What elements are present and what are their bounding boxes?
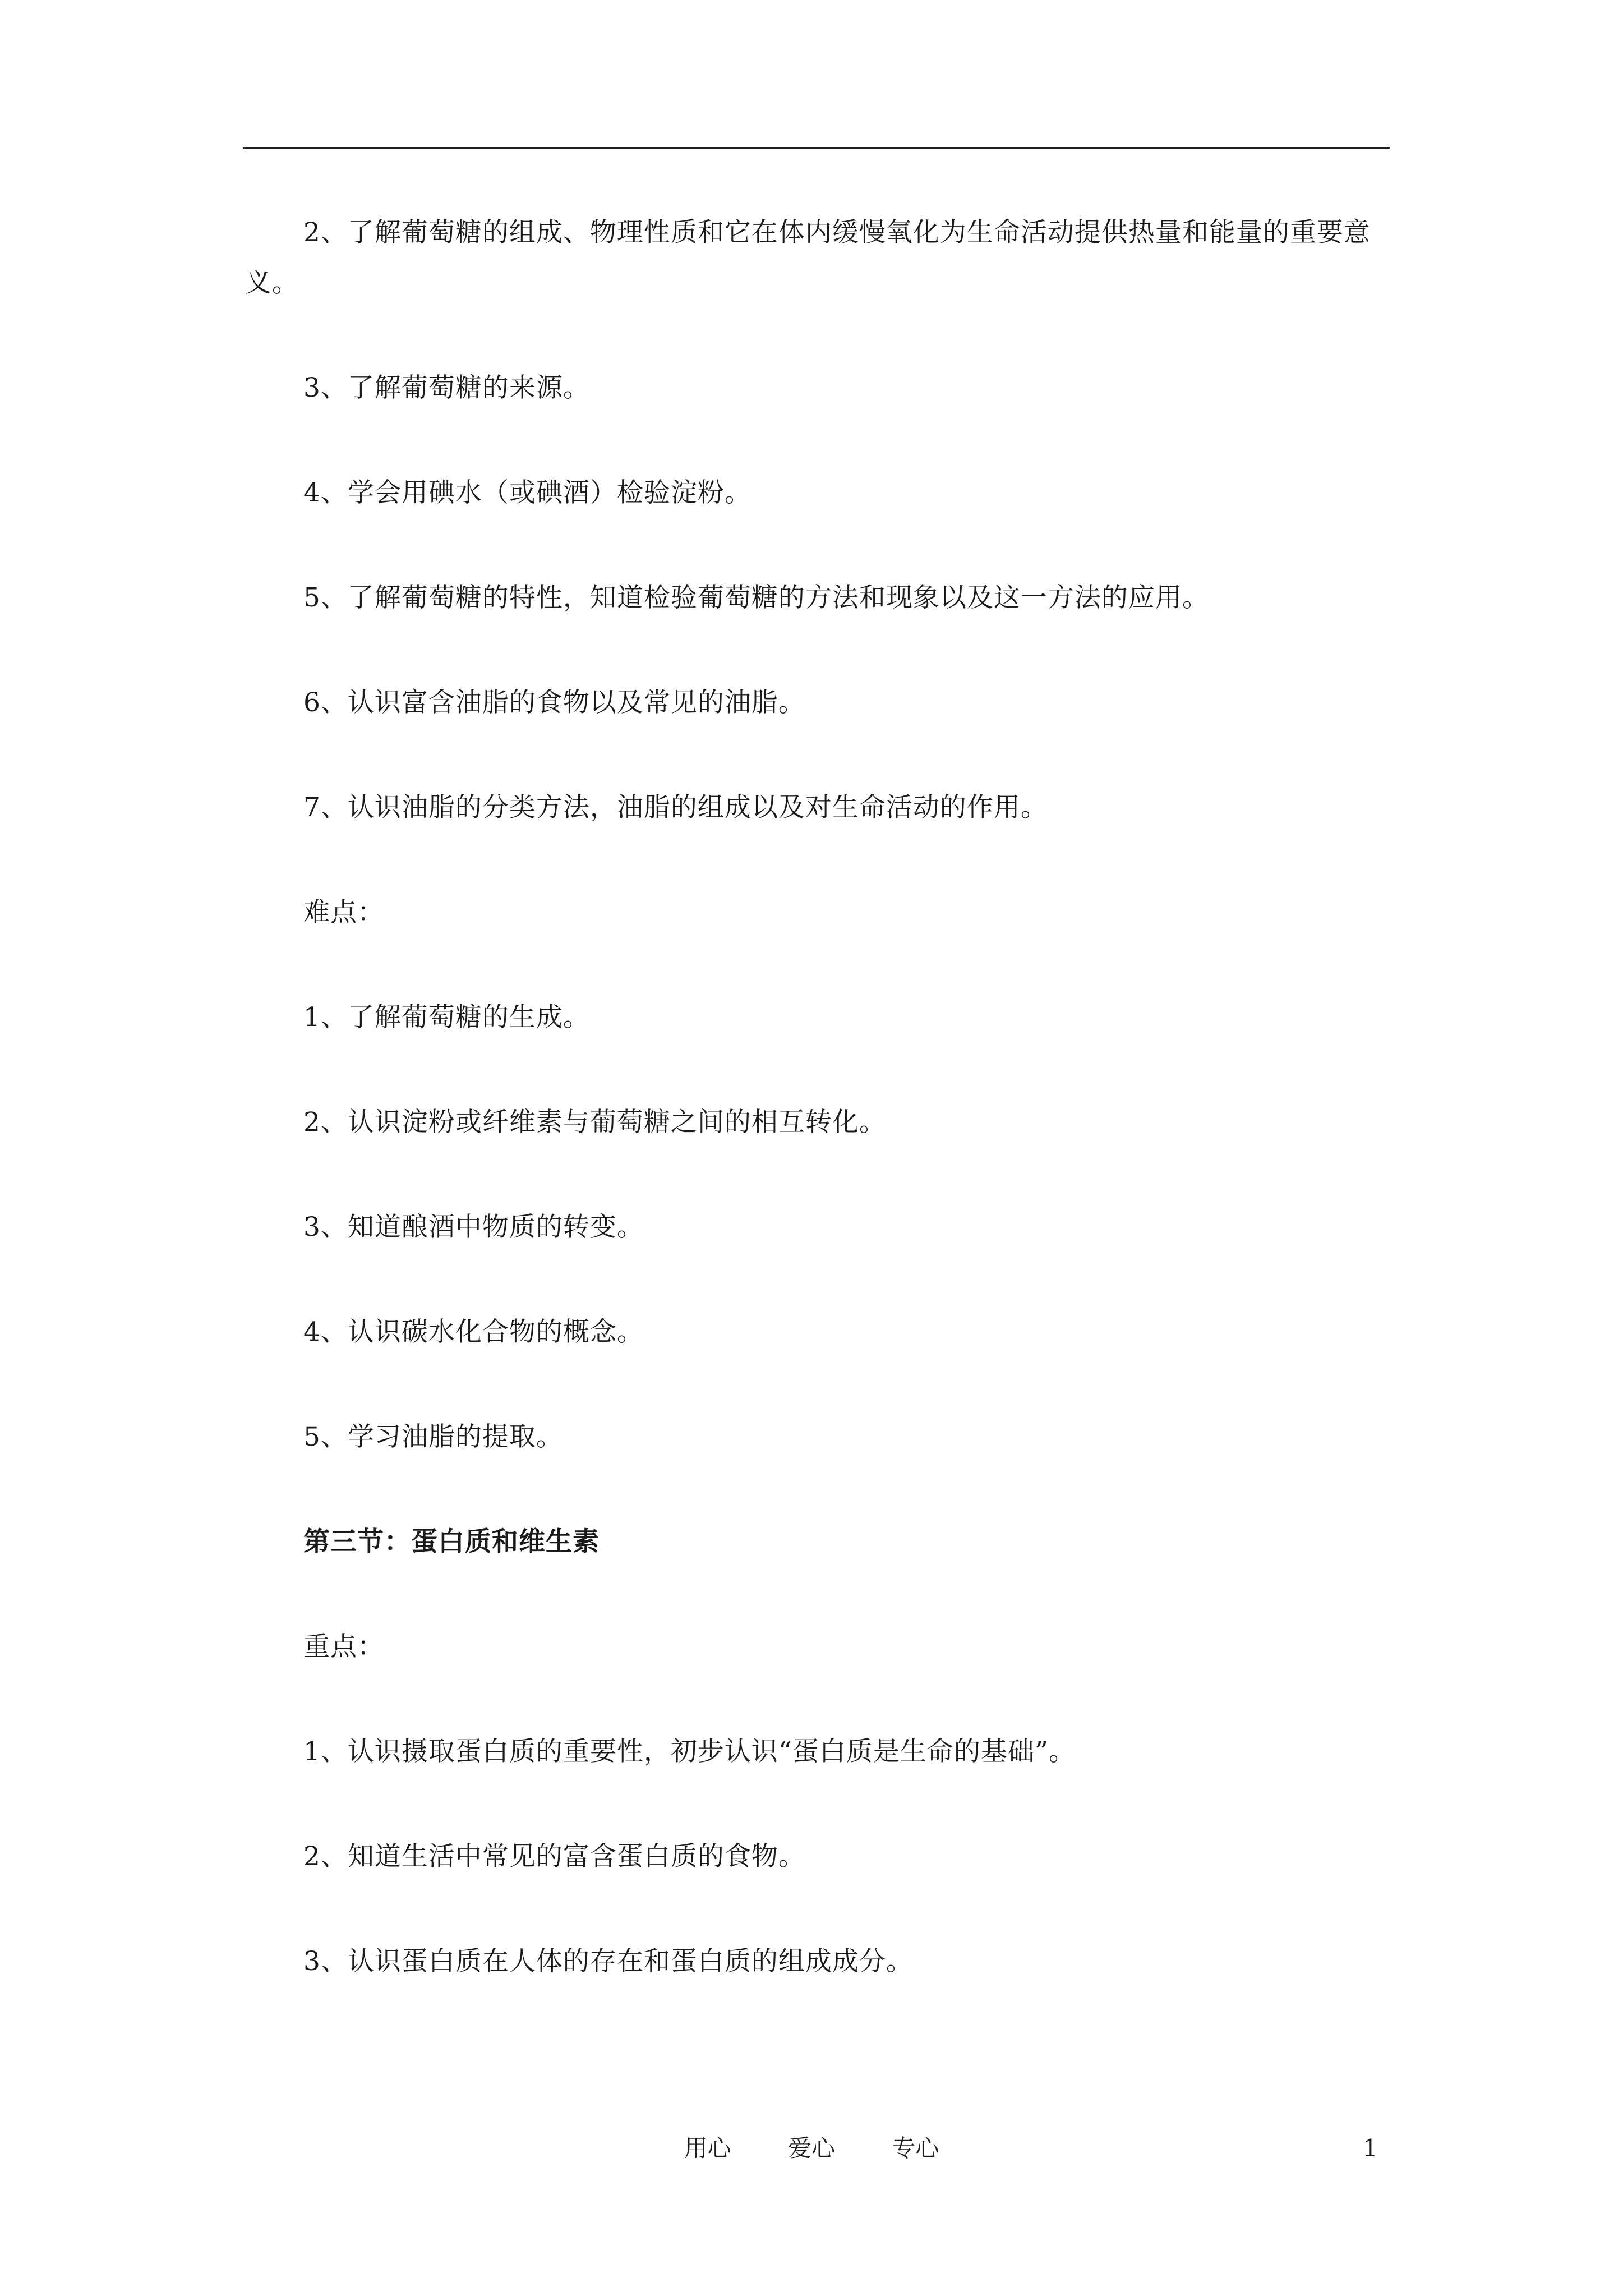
- footer-motto: 用心: [684, 2134, 731, 2162]
- footer-motto: 专心: [892, 2134, 939, 2162]
- paragraph: 3、认识蛋白质在人体的存在和蛋白质的组成成分。: [303, 1946, 913, 1977]
- paragraph: 2、认识淀粉或纤维素与葡萄糖之间的相互转化。: [303, 1107, 886, 1138]
- paragraph: 5、了解葡萄糖的特性，知道检验葡萄糖的方法和现象以及这一方法的应用。: [303, 582, 1209, 613]
- paragraph: 1、认识摄取蛋白质的重要性，初步认识“蛋白质是生命的基础”。: [303, 1736, 1076, 1767]
- paragraph: 7、认识油脂的分类方法，油脂的组成以及对生命活动的作用。: [303, 792, 1048, 823]
- paragraph: 3、知道酿酒中物质的转变。: [303, 1212, 644, 1243]
- page-number: 1: [1363, 2134, 1378, 2162]
- section-label: 难点：: [303, 897, 384, 928]
- paragraph: 2、知道生活中常见的富含蛋白质的食物。: [303, 1841, 805, 1872]
- paragraph: 2、了解葡萄糖的组成、物理性质和它在体内缓慢氧化为生命活动提供热量和能量的重要意义。: [245, 217, 1371, 298]
- header-rule: [243, 147, 1390, 149]
- paragraph: 3、了解葡萄糖的来源。: [303, 372, 590, 403]
- section-heading: 第三节：蛋白质和维生素: [303, 1526, 600, 1557]
- paragraph: 6、认识富含油脂的食物以及常见的油脂。: [303, 687, 805, 718]
- footer-motto: 爱心: [787, 2134, 835, 2162]
- paragraph: 5、学习油脂的提取。: [303, 1421, 563, 1452]
- footer-mottos: [0, 2132, 1623, 2165]
- paragraph: 4、学会用碘水（或碘酒）检验淀粉。: [303, 477, 751, 508]
- section-label: 重点：: [303, 1631, 384, 1662]
- paragraph: 4、认识碳水化合物的概念。: [303, 1317, 644, 1347]
- document-body: [245, 208, 1389, 2041]
- paragraph: 1、了解葡萄糖的生成。: [303, 1002, 590, 1033]
